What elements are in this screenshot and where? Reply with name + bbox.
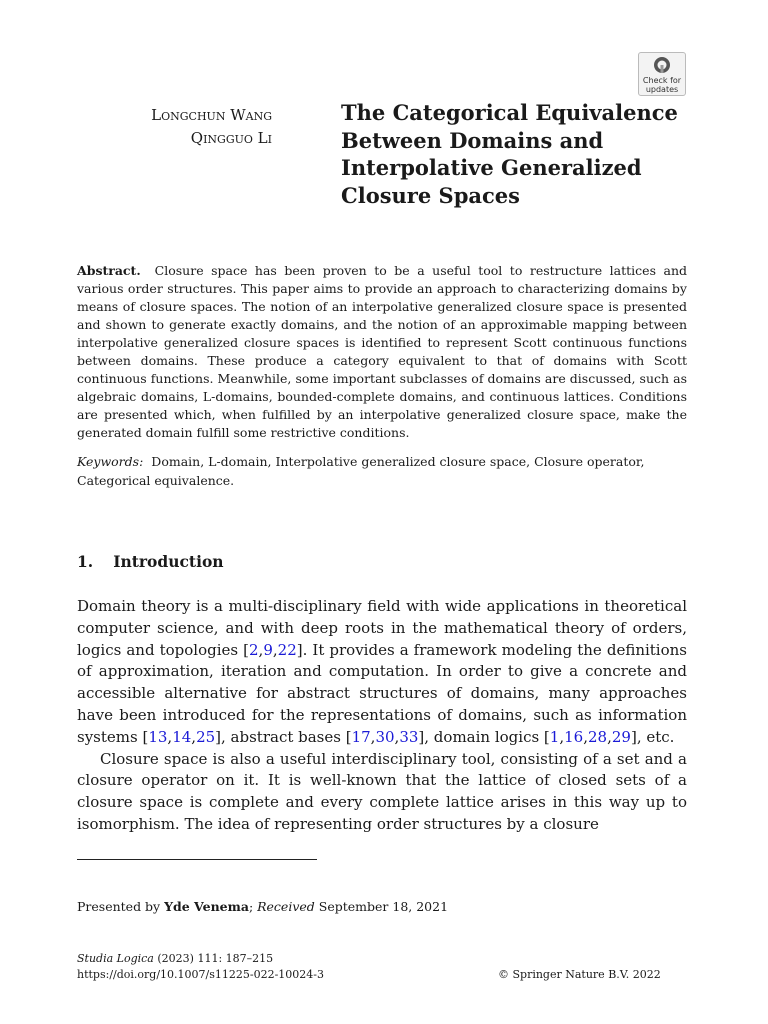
author-block — [100, 104, 272, 150]
abstract-text: Closure space has been proven to be a useful tool to restructure lattices and various order structures. This paper aims to provide an approach to characterizing domains by means of closure spaces. The notion of an interpolative generalized closure space is presented and shown to generate exactly domains, and the notion of an approximable mapping between interpolative generalized closure spaces is identified to represent Scott continuous functions between domains. These produce a category equivalent to that of domains with Scott continuous functions. Meanwhile, some important subclasses of domains are discussed, such as algebraic domains, L-domains, bounded-complete domains, and continuous lattices. Conditions are presented which, when fulfilled by an interpolative generalized closure space, make the generated domain fulfill some restrictive conditions. — [77, 263, 687, 440]
author-name: Qingguo Li — [190, 129, 272, 147]
citation-link[interactable]: 22 — [277, 640, 297, 659]
keywords-label: Keywords: — [77, 454, 144, 469]
abstract — [77, 262, 687, 442]
citation-link[interactable]: 1 — [549, 727, 560, 746]
citation-link[interactable]: 30 — [375, 727, 395, 746]
doi-link[interactable]: https://doi.org/10.1007/s11225-022-10024-3 — [77, 968, 325, 981]
keywords — [77, 452, 687, 490]
paper-title: The Categorical Equivalence Between Domains and Interpolative Generalized Closure Spaces — [341, 100, 678, 208]
keywords-text: Domain, L-domain, Interpolative generalized closure space, Closure operator, Categorical equivalence. — [77, 454, 645, 488]
citation-link[interactable]: 9 — [263, 640, 273, 659]
check-for-updates-badge[interactable] — [638, 52, 686, 96]
paragraph: Closure space is also a useful interdisciplinary tool, consisting of a set and a closure operator on it. It is well-known that the lattice of closed sets of a closure space is complete and every complete lattice arises in this way up to isomorphism. The idea of representing order structures by a closure — [77, 749, 687, 833]
citation-link[interactable]: 33 — [399, 727, 419, 746]
paragraph: Domain theory is a multi-disciplinary field with wide applications in theoretical computer science, and with deep roots in the mathematical theory of orders, logics and topologies [2,9,22]. It provides a framework modeling the definitions of approximation, iteration and computation. In order to give a concrete and accessible alternative for abstract structures of domains, many approaches have been introduced for the representations of domains, such as information systems [13,14,25], abstract bases [17,30,33], domain logics [1,16,28,29], etc. — [77, 597, 687, 746]
body-text — [77, 596, 687, 836]
citation-link[interactable]: 16 — [564, 727, 584, 746]
crossmark-icon — [653, 56, 671, 74]
author-name: Longchun Wang — [151, 106, 272, 124]
editor-name: Yde Venema — [164, 899, 249, 914]
citation-link[interactable]: 29 — [611, 727, 631, 746]
copyright-notice: © Springer Nature B.V. 2022 — [498, 968, 661, 981]
badge-label: Check for updates — [642, 76, 682, 94]
citation-link[interactable]: 28 — [588, 727, 608, 746]
journal-name: Studia Logica — [77, 952, 154, 965]
citation-link[interactable]: 25 — [196, 727, 216, 746]
citation-link[interactable]: 2 — [249, 640, 259, 659]
footnote-divider — [77, 859, 317, 860]
citation-link[interactable]: 13 — [148, 727, 168, 746]
journal-info: Studia Logica (2023) 111: 187–215 https://doi.org/10.1007/s11225-022-10024-3 — [77, 952, 325, 981]
abstract-label: Abstract. — [77, 263, 141, 278]
section-title: Introduction — [113, 552, 224, 571]
citation-link[interactable]: 17 — [351, 727, 371, 746]
citation-link[interactable]: 14 — [172, 727, 192, 746]
section-number: 1. — [77, 552, 94, 571]
section-heading — [77, 552, 224, 571]
footnote-presented-by: Presented by Yde Venema; Received September 18, 2021 — [77, 899, 449, 914]
